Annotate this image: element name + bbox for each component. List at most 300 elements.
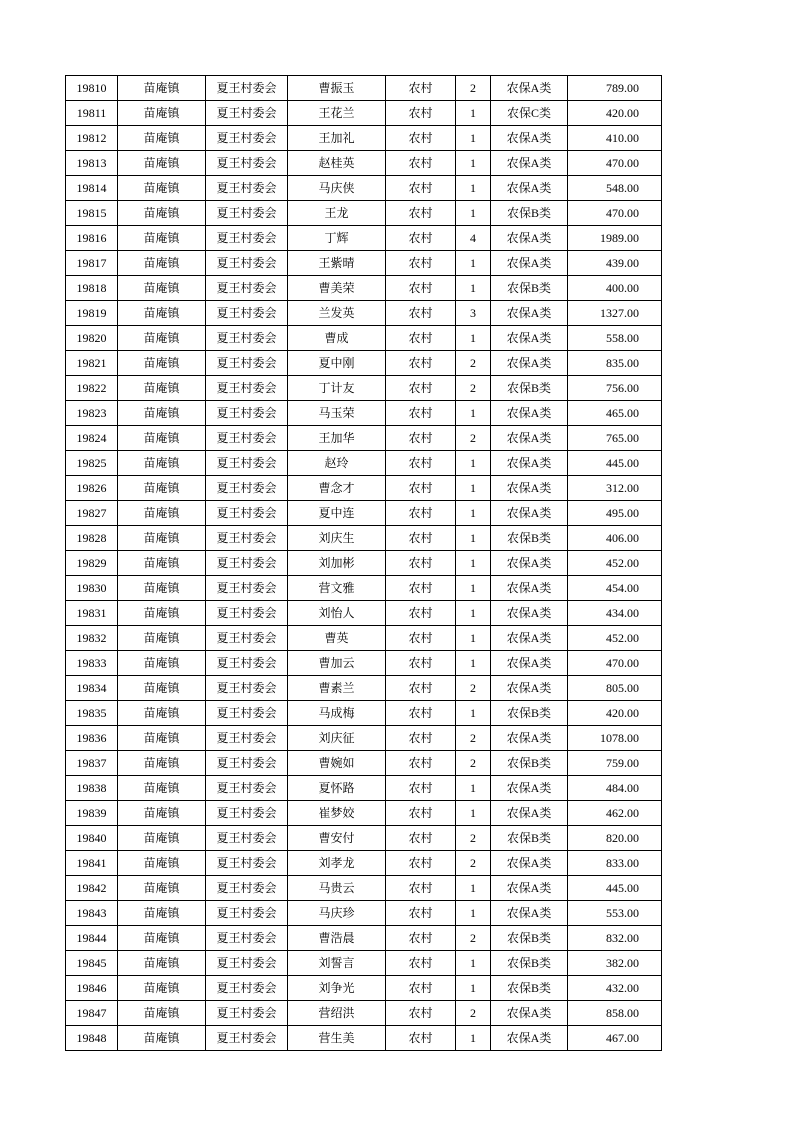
table-row (66, 751, 662, 776)
person-name-cell: 王加华 (288, 426, 386, 451)
town-cell: 苗庵镇 (118, 826, 206, 851)
amount-cell: 410.00 (568, 126, 662, 151)
people-count-cell: 1 (456, 526, 491, 551)
village-committee-cell: 夏王村委会 (206, 76, 288, 101)
people-count-cell: 1 (456, 801, 491, 826)
insurance-category-cell: 农保A类 (491, 851, 568, 876)
amount-cell: 470.00 (568, 651, 662, 676)
amount-cell: 432.00 (568, 976, 662, 1001)
table-row (66, 876, 662, 901)
amount-cell: 467.00 (568, 1026, 662, 1051)
amount-cell: 465.00 (568, 401, 662, 426)
town-cell: 苗庵镇 (118, 326, 206, 351)
serial-number-cell: 19834 (66, 676, 118, 701)
insurance-category-cell: 农保A类 (491, 501, 568, 526)
table-row (66, 276, 662, 301)
amount-cell: 452.00 (568, 551, 662, 576)
household-type-cell: 农村 (386, 76, 456, 101)
town-cell: 苗庵镇 (118, 776, 206, 801)
household-type-cell: 农村 (386, 626, 456, 651)
amount-cell: 1989.00 (568, 226, 662, 251)
amount-cell: 454.00 (568, 576, 662, 601)
serial-number-cell: 19830 (66, 576, 118, 601)
serial-number-cell: 19819 (66, 301, 118, 326)
household-type-cell: 农村 (386, 951, 456, 976)
people-count-cell: 1 (456, 651, 491, 676)
table-row (66, 1026, 662, 1051)
amount-cell: 548.00 (568, 176, 662, 201)
town-cell: 苗庵镇 (118, 226, 206, 251)
people-count-cell: 1 (456, 276, 491, 301)
person-name-cell: 马庆珍 (288, 901, 386, 926)
insurance-category-cell: 农保A类 (491, 351, 568, 376)
town-cell: 苗庵镇 (118, 701, 206, 726)
person-name-cell: 曹成 (288, 326, 386, 351)
person-name-cell: 刘庆征 (288, 726, 386, 751)
amount-cell: 553.00 (568, 901, 662, 926)
person-name-cell: 曹婉如 (288, 751, 386, 776)
person-name-cell: 营绍洪 (288, 1001, 386, 1026)
table-row (66, 151, 662, 176)
town-cell: 苗庵镇 (118, 351, 206, 376)
amount-cell: 445.00 (568, 876, 662, 901)
town-cell: 苗庵镇 (118, 251, 206, 276)
household-type-cell: 农村 (386, 476, 456, 501)
village-committee-cell: 夏王村委会 (206, 426, 288, 451)
insurance-category-cell: 农保A类 (491, 76, 568, 101)
table-row (66, 926, 662, 951)
serial-number-cell: 19843 (66, 901, 118, 926)
people-count-cell: 2 (456, 851, 491, 876)
household-type-cell: 农村 (386, 576, 456, 601)
serial-number-cell: 19823 (66, 401, 118, 426)
people-count-cell: 2 (456, 676, 491, 701)
amount-cell: 382.00 (568, 951, 662, 976)
town-cell: 苗庵镇 (118, 376, 206, 401)
table-row (66, 576, 662, 601)
village-committee-cell: 夏王村委会 (206, 876, 288, 901)
amount-cell: 420.00 (568, 101, 662, 126)
table-row (66, 601, 662, 626)
people-count-cell: 1 (456, 601, 491, 626)
household-type-cell: 农村 (386, 326, 456, 351)
village-committee-cell: 夏王村委会 (206, 576, 288, 601)
table-row (66, 776, 662, 801)
people-count-cell: 1 (456, 951, 491, 976)
insurance-category-cell: 农保A类 (491, 1001, 568, 1026)
village-committee-cell: 夏王村委会 (206, 726, 288, 751)
person-name-cell: 刘庆生 (288, 526, 386, 551)
people-count-cell: 2 (456, 751, 491, 776)
village-committee-cell: 夏王村委会 (206, 326, 288, 351)
people-count-cell: 1 (456, 876, 491, 901)
insurance-category-cell: 农保A类 (491, 226, 568, 251)
table-row (66, 826, 662, 851)
person-name-cell: 曹振玉 (288, 76, 386, 101)
town-cell: 苗庵镇 (118, 301, 206, 326)
household-type-cell: 农村 (386, 101, 456, 126)
serial-number-cell: 19831 (66, 601, 118, 626)
table-row (66, 426, 662, 451)
town-cell: 苗庵镇 (118, 951, 206, 976)
table-body (66, 76, 662, 1051)
serial-number-cell: 19844 (66, 926, 118, 951)
village-committee-cell: 夏王村委会 (206, 351, 288, 376)
insurance-category-cell: 农保A类 (491, 176, 568, 201)
household-type-cell: 农村 (386, 351, 456, 376)
serial-number-cell: 19836 (66, 726, 118, 751)
insurance-category-cell: 农保A类 (491, 901, 568, 926)
person-name-cell: 王花兰 (288, 101, 386, 126)
village-committee-cell: 夏王村委会 (206, 376, 288, 401)
person-name-cell: 夏怀路 (288, 776, 386, 801)
household-type-cell: 农村 (386, 251, 456, 276)
person-name-cell: 营文雅 (288, 576, 386, 601)
person-name-cell: 马庆侠 (288, 176, 386, 201)
insurance-category-cell: 农保A类 (491, 401, 568, 426)
amount-cell: 820.00 (568, 826, 662, 851)
village-committee-cell: 夏王村委会 (206, 951, 288, 976)
person-name-cell: 刘誓言 (288, 951, 386, 976)
household-type-cell: 农村 (386, 776, 456, 801)
serial-number-cell: 19828 (66, 526, 118, 551)
serial-number-cell: 19818 (66, 276, 118, 301)
village-committee-cell: 夏王村委会 (206, 1026, 288, 1051)
amount-cell: 835.00 (568, 351, 662, 376)
household-type-cell: 农村 (386, 926, 456, 951)
benefit-table (65, 75, 662, 1051)
household-type-cell: 农村 (386, 876, 456, 901)
town-cell: 苗庵镇 (118, 526, 206, 551)
household-type-cell: 农村 (386, 701, 456, 726)
amount-cell: 420.00 (568, 701, 662, 726)
serial-number-cell: 19822 (66, 376, 118, 401)
serial-number-cell: 19815 (66, 201, 118, 226)
household-type-cell: 农村 (386, 851, 456, 876)
village-committee-cell: 夏王村委会 (206, 776, 288, 801)
people-count-cell: 1 (456, 626, 491, 651)
town-cell: 苗庵镇 (118, 451, 206, 476)
people-count-cell: 1 (456, 401, 491, 426)
person-name-cell: 兰发英 (288, 301, 386, 326)
person-name-cell: 丁辉 (288, 226, 386, 251)
people-count-cell: 1 (456, 576, 491, 601)
amount-cell: 756.00 (568, 376, 662, 401)
serial-number-cell: 19845 (66, 951, 118, 976)
amount-cell: 558.00 (568, 326, 662, 351)
table-row (66, 251, 662, 276)
table-row (66, 351, 662, 376)
serial-number-cell: 19821 (66, 351, 118, 376)
town-cell: 苗庵镇 (118, 1001, 206, 1026)
insurance-category-cell: 农保A类 (491, 676, 568, 701)
table-row (66, 101, 662, 126)
household-type-cell: 农村 (386, 401, 456, 426)
village-committee-cell: 夏王村委会 (206, 676, 288, 701)
village-committee-cell: 夏王村委会 (206, 526, 288, 551)
people-count-cell: 2 (456, 376, 491, 401)
village-committee-cell: 夏王村委会 (206, 751, 288, 776)
people-count-cell: 1 (456, 1026, 491, 1051)
town-cell: 苗庵镇 (118, 901, 206, 926)
serial-number-cell: 19839 (66, 801, 118, 826)
person-name-cell: 刘孝龙 (288, 851, 386, 876)
people-count-cell: 1 (456, 176, 491, 201)
amount-cell: 462.00 (568, 801, 662, 826)
insurance-category-cell: 农保A类 (491, 1026, 568, 1051)
insurance-category-cell: 农保A类 (491, 426, 568, 451)
person-name-cell: 曹加云 (288, 651, 386, 676)
people-count-cell: 2 (456, 426, 491, 451)
household-type-cell: 农村 (386, 176, 456, 201)
insurance-category-cell: 农保B类 (491, 751, 568, 776)
person-name-cell: 曹英 (288, 626, 386, 651)
serial-number-cell: 19825 (66, 451, 118, 476)
village-committee-cell: 夏王村委会 (206, 226, 288, 251)
insurance-category-cell: 农保A类 (491, 626, 568, 651)
village-committee-cell: 夏王村委会 (206, 801, 288, 826)
village-committee-cell: 夏王村委会 (206, 601, 288, 626)
people-count-cell: 1 (456, 501, 491, 526)
household-type-cell: 农村 (386, 276, 456, 301)
household-type-cell: 农村 (386, 901, 456, 926)
town-cell: 苗庵镇 (118, 751, 206, 776)
village-committee-cell: 夏王村委会 (206, 901, 288, 926)
amount-cell: 406.00 (568, 526, 662, 551)
household-type-cell: 农村 (386, 1001, 456, 1026)
town-cell: 苗庵镇 (118, 851, 206, 876)
village-committee-cell: 夏王村委会 (206, 301, 288, 326)
people-count-cell: 2 (456, 726, 491, 751)
amount-cell: 434.00 (568, 601, 662, 626)
town-cell: 苗庵镇 (118, 801, 206, 826)
amount-cell: 439.00 (568, 251, 662, 276)
people-count-cell: 1 (456, 151, 491, 176)
table-row (66, 676, 662, 701)
amount-cell: 1078.00 (568, 726, 662, 751)
person-name-cell: 曹安付 (288, 826, 386, 851)
amount-cell: 495.00 (568, 501, 662, 526)
amount-cell: 805.00 (568, 676, 662, 701)
household-type-cell: 农村 (386, 226, 456, 251)
table-row (66, 476, 662, 501)
table-row (66, 201, 662, 226)
amount-cell: 312.00 (568, 476, 662, 501)
insurance-category-cell: 农保A类 (491, 651, 568, 676)
serial-number-cell: 19824 (66, 426, 118, 451)
people-count-cell: 2 (456, 826, 491, 851)
people-count-cell: 2 (456, 351, 491, 376)
people-count-cell: 3 (456, 301, 491, 326)
person-name-cell: 赵桂英 (288, 151, 386, 176)
amount-cell: 470.00 (568, 201, 662, 226)
town-cell: 苗庵镇 (118, 476, 206, 501)
amount-cell: 765.00 (568, 426, 662, 451)
person-name-cell: 夏中连 (288, 501, 386, 526)
village-committee-cell: 夏王村委会 (206, 626, 288, 651)
household-type-cell: 农村 (386, 676, 456, 701)
people-count-cell: 1 (456, 251, 491, 276)
people-count-cell: 1 (456, 901, 491, 926)
table-row (66, 801, 662, 826)
people-count-cell: 2 (456, 1001, 491, 1026)
serial-number-cell: 19810 (66, 76, 118, 101)
village-committee-cell: 夏王村委会 (206, 276, 288, 301)
table-row (66, 376, 662, 401)
table-row (66, 301, 662, 326)
amount-cell: 759.00 (568, 751, 662, 776)
household-type-cell: 农村 (386, 826, 456, 851)
village-committee-cell: 夏王村委会 (206, 101, 288, 126)
serial-number-cell: 19840 (66, 826, 118, 851)
household-type-cell: 农村 (386, 601, 456, 626)
village-committee-cell: 夏王村委会 (206, 251, 288, 276)
table-row (66, 401, 662, 426)
household-type-cell: 农村 (386, 376, 456, 401)
town-cell: 苗庵镇 (118, 276, 206, 301)
people-count-cell: 2 (456, 76, 491, 101)
amount-cell: 470.00 (568, 151, 662, 176)
serial-number-cell: 19846 (66, 976, 118, 1001)
town-cell: 苗庵镇 (118, 976, 206, 1001)
table-row (66, 851, 662, 876)
village-committee-cell: 夏王村委会 (206, 201, 288, 226)
insurance-category-cell: 农保A类 (491, 151, 568, 176)
amount-cell: 400.00 (568, 276, 662, 301)
insurance-category-cell: 农保A类 (491, 601, 568, 626)
village-committee-cell: 夏王村委会 (206, 826, 288, 851)
serial-number-cell: 19813 (66, 151, 118, 176)
people-count-cell: 1 (456, 976, 491, 1001)
amount-cell: 484.00 (568, 776, 662, 801)
town-cell: 苗庵镇 (118, 726, 206, 751)
household-type-cell: 农村 (386, 526, 456, 551)
insurance-category-cell: 农保A类 (491, 251, 568, 276)
town-cell: 苗庵镇 (118, 601, 206, 626)
insurance-category-cell: 农保B类 (491, 926, 568, 951)
amount-cell: 858.00 (568, 1001, 662, 1026)
village-committee-cell: 夏王村委会 (206, 926, 288, 951)
person-name-cell: 刘争光 (288, 976, 386, 1001)
household-type-cell: 农村 (386, 751, 456, 776)
table-row (66, 951, 662, 976)
people-count-cell: 1 (456, 551, 491, 576)
household-type-cell: 农村 (386, 201, 456, 226)
table-row (66, 626, 662, 651)
household-type-cell: 农村 (386, 551, 456, 576)
table-row (66, 1001, 662, 1026)
village-committee-cell: 夏王村委会 (206, 851, 288, 876)
town-cell: 苗庵镇 (118, 126, 206, 151)
insurance-category-cell: 农保A类 (491, 326, 568, 351)
insurance-category-cell: 农保B类 (491, 826, 568, 851)
person-name-cell: 马玉荣 (288, 401, 386, 426)
insurance-category-cell: 农保B类 (491, 201, 568, 226)
insurance-category-cell: 农保A类 (491, 476, 568, 501)
people-count-cell: 1 (456, 476, 491, 501)
household-type-cell: 农村 (386, 301, 456, 326)
people-count-cell: 1 (456, 326, 491, 351)
serial-number-cell: 19811 (66, 101, 118, 126)
insurance-category-cell: 农保B类 (491, 701, 568, 726)
people-count-cell: 1 (456, 701, 491, 726)
table-row (66, 451, 662, 476)
insurance-category-cell: 农保A类 (491, 776, 568, 801)
household-type-cell: 农村 (386, 1026, 456, 1051)
town-cell: 苗庵镇 (118, 76, 206, 101)
household-type-cell: 农村 (386, 801, 456, 826)
insurance-category-cell: 农保C类 (491, 101, 568, 126)
serial-number-cell: 19838 (66, 776, 118, 801)
person-name-cell: 营生美 (288, 1026, 386, 1051)
people-count-cell: 1 (456, 126, 491, 151)
town-cell: 苗庵镇 (118, 626, 206, 651)
insurance-category-cell: 农保B类 (491, 526, 568, 551)
serial-number-cell: 19812 (66, 126, 118, 151)
amount-cell: 832.00 (568, 926, 662, 951)
serial-number-cell: 19848 (66, 1026, 118, 1051)
person-name-cell: 王加礼 (288, 126, 386, 151)
town-cell: 苗庵镇 (118, 426, 206, 451)
town-cell: 苗庵镇 (118, 176, 206, 201)
village-committee-cell: 夏王村委会 (206, 976, 288, 1001)
serial-number-cell: 19816 (66, 226, 118, 251)
people-count-cell: 4 (456, 226, 491, 251)
people-count-cell: 1 (456, 201, 491, 226)
person-name-cell: 曹念才 (288, 476, 386, 501)
household-type-cell: 农村 (386, 651, 456, 676)
insurance-category-cell: 农保A类 (491, 301, 568, 326)
table-row (66, 326, 662, 351)
person-name-cell: 赵玲 (288, 451, 386, 476)
household-type-cell: 农村 (386, 426, 456, 451)
town-cell: 苗庵镇 (118, 201, 206, 226)
table-row (66, 726, 662, 751)
insurance-category-cell: 农保B类 (491, 276, 568, 301)
table-row (66, 976, 662, 1001)
insurance-category-cell: 农保A类 (491, 801, 568, 826)
serial-number-cell: 19827 (66, 501, 118, 526)
town-cell: 苗庵镇 (118, 401, 206, 426)
insurance-category-cell: 农保A类 (491, 726, 568, 751)
village-committee-cell: 夏王村委会 (206, 451, 288, 476)
serial-number-cell: 19826 (66, 476, 118, 501)
person-name-cell: 马贵云 (288, 876, 386, 901)
table-row (66, 526, 662, 551)
person-name-cell: 夏中刚 (288, 351, 386, 376)
amount-cell: 445.00 (568, 451, 662, 476)
village-committee-cell: 夏王村委会 (206, 126, 288, 151)
person-name-cell: 王龙 (288, 201, 386, 226)
village-committee-cell: 夏王村委会 (206, 701, 288, 726)
village-committee-cell: 夏王村委会 (206, 501, 288, 526)
town-cell: 苗庵镇 (118, 876, 206, 901)
table-row (66, 901, 662, 926)
person-name-cell: 丁计友 (288, 376, 386, 401)
serial-number-cell: 19841 (66, 851, 118, 876)
household-type-cell: 农村 (386, 451, 456, 476)
serial-number-cell: 19833 (66, 651, 118, 676)
insurance-category-cell: 农保A类 (491, 126, 568, 151)
person-name-cell: 马成梅 (288, 701, 386, 726)
insurance-category-cell: 农保A类 (491, 876, 568, 901)
table-row (66, 651, 662, 676)
insurance-category-cell: 农保A类 (491, 451, 568, 476)
town-cell: 苗庵镇 (118, 101, 206, 126)
amount-cell: 833.00 (568, 851, 662, 876)
insurance-category-cell: 农保A类 (491, 551, 568, 576)
serial-number-cell: 19817 (66, 251, 118, 276)
